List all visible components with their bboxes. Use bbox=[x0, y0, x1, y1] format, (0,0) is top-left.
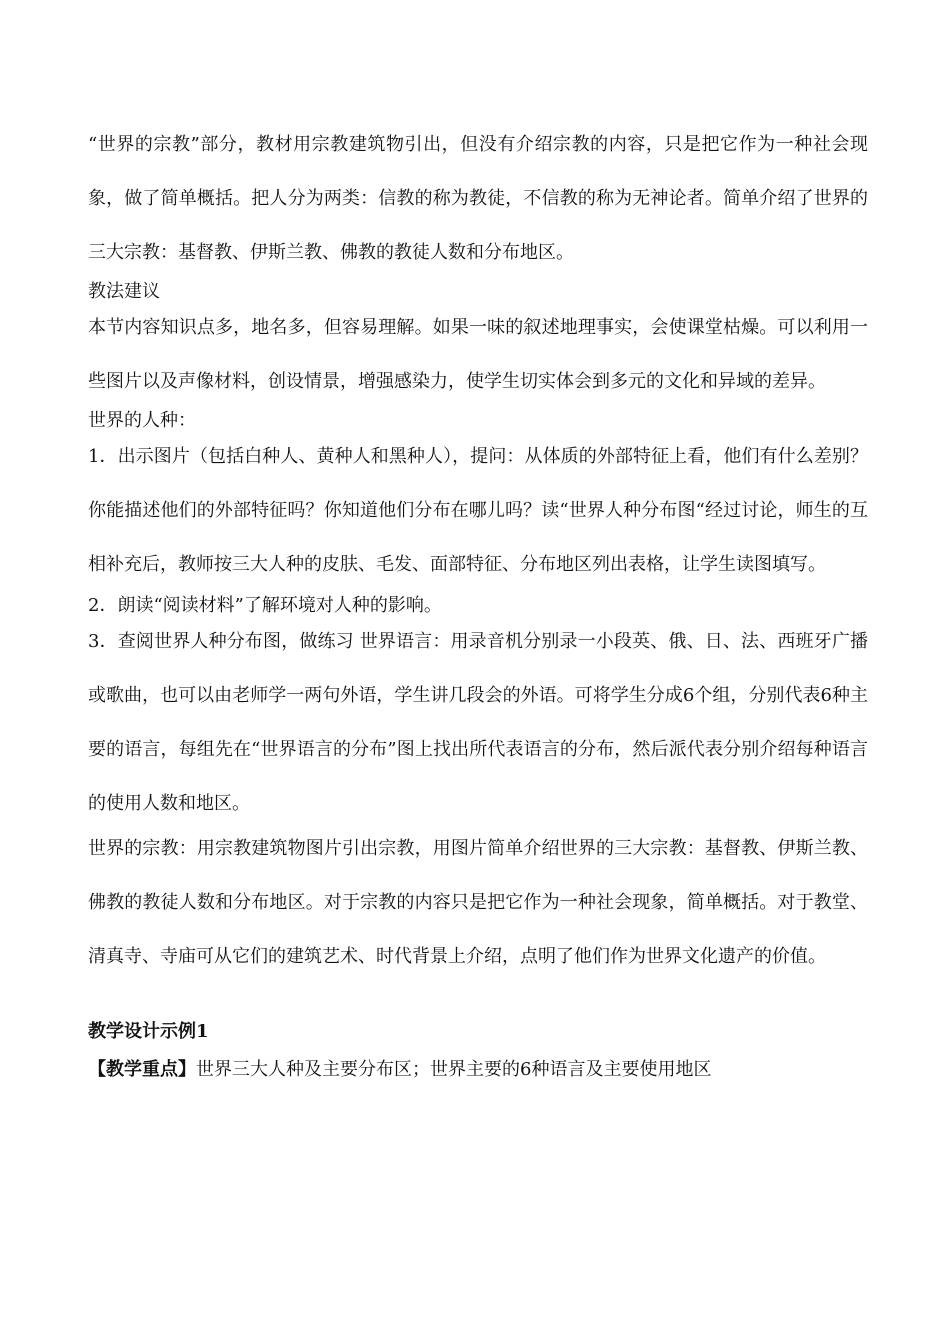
paragraph-religion-intro: “世界的宗教”部分，教材用宗教建筑物引出，但没有介绍宗教的内容，只是把它作为一种社会现象，做了简单概括。把人分为两类：信教的称为教徒，不信教的称为无神论者。简单介绍了世界的三大宗教：基督教、伊斯兰教、佛教的教徒人数和分布地区。 bbox=[88, 134, 868, 263]
teaching-focus-line bbox=[88, 1050, 868, 1090]
heading-teaching-method: 教法建议 bbox=[88, 281, 160, 302]
teaching-focus-label: 【教学重点】 bbox=[88, 1059, 196, 1080]
paragraph-race-step-1: 1．出示图片（包括白种人、黄种人和黑种人），提问：从体质的外部特征上看，他们有什么差别？你能描述他们的外部特征吗？你知道他们分布在哪儿吗？读“世界人种分布图“经过讨论，师生的互相补充后，教师按三大人种的皮肤、毛发、面部特征、分布地区列出表格，让学生读图填写。 bbox=[88, 446, 868, 575]
teaching-focus-text: 世界三大人种及主要分布区；世界主要的6种语言及主要使用地区 bbox=[196, 1059, 712, 1080]
heading-design-example: 教学设计示例1 bbox=[88, 1021, 209, 1042]
paragraph-race-step-2: 2．朗读“阅读材料”了解环境对人种的影响。 bbox=[88, 595, 442, 616]
paragraph-race-step-3: 3．查阅世界人种分布图，做练习 世界语言：用录音机分别录一小段英、俄、日、法、西班牙广播或歌曲，也可以由老师学一两句外语，学生讲几段会的外语。可将学生分成6个组，分别代表6种主要的语言，每组先在“世界语言的分布”图上找出所代表语言的分布，然后派代表分别介绍每种语言的使用人数和地区。 bbox=[88, 631, 868, 814]
paragraph-world-religion: 世界的宗教：用宗教建筑物图片引出宗教，用图片简单介绍世界的三大宗教：基督教、伊斯兰教、佛教的教徒人数和分布地区。对于宗教的内容只是把它作为一种社会现象，简单概括。对于教堂、清真寺、寺庙可从它们的建筑艺术、时代背景上介绍，点明了他们作为世界文化遗产的价值。 bbox=[88, 838, 868, 967]
heading-world-race: 世界的人种： bbox=[88, 410, 196, 431]
paragraph-teaching-method: 本节内容知识点多，地名多，但容易理解。如果一味的叙述地理事实，会使课堂枯燥。可以利用一些图片以及声像材料，创设情景，增强感染力，使学生切实体会到多元的文化和异域的差异。 bbox=[88, 317, 868, 392]
document-body bbox=[88, 118, 868, 1090]
